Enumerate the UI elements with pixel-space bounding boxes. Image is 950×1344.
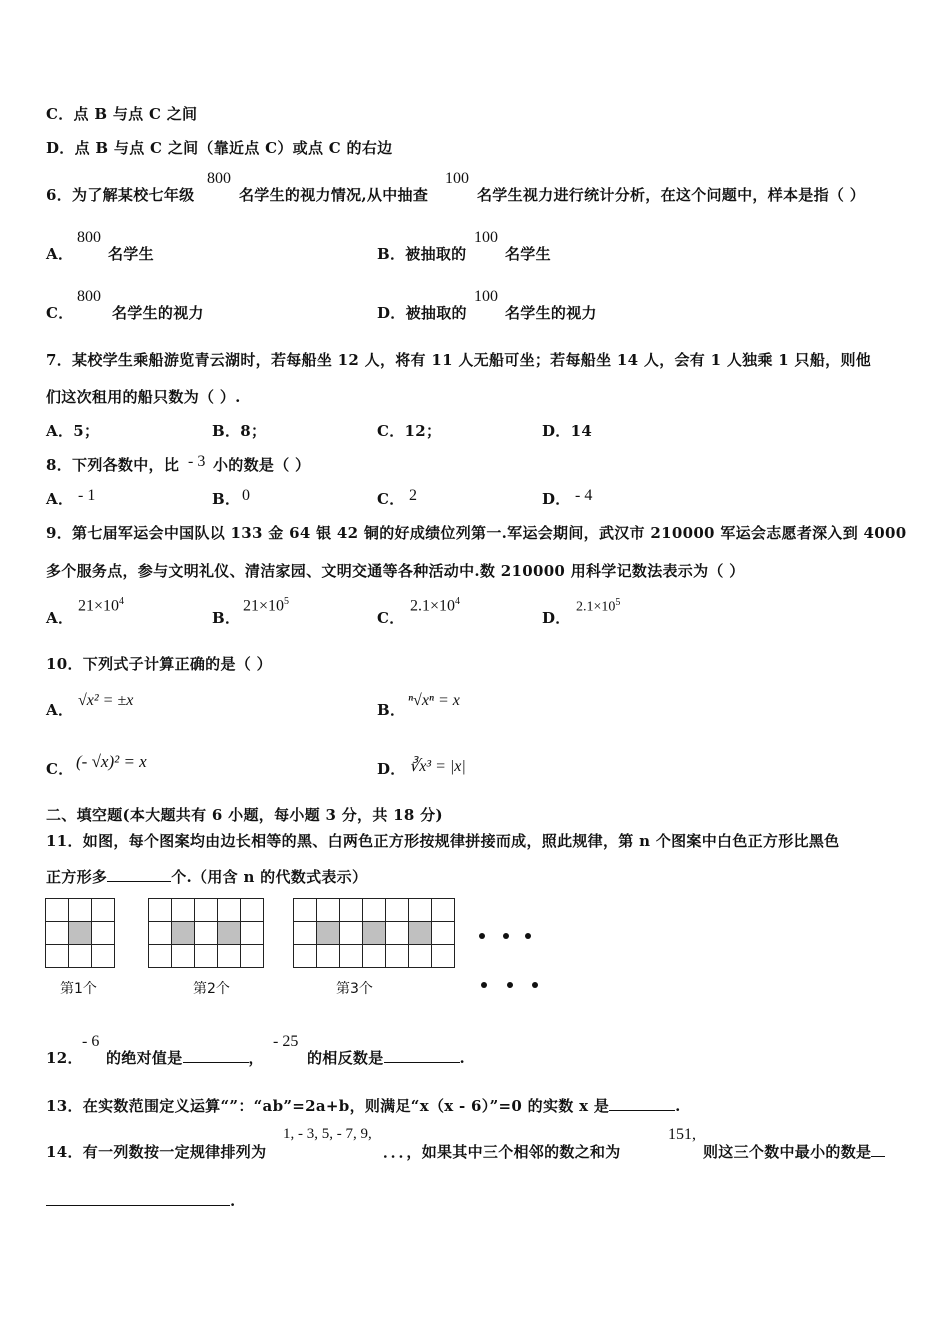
q9-b-expr: $21\times 10^5$ bbox=[243, 596, 290, 615]
q6-c-num: 800 bbox=[77, 288, 101, 305]
q10-d-expr: ∛x³ = |x| bbox=[409, 758, 466, 775]
section-2-heading: 二、填空题(本大题共有 6 小题，每小题 3 分，共 18 分) bbox=[46, 806, 443, 824]
q12-part-2: 的相反数是 . bbox=[307, 1049, 466, 1067]
q10-d-label: D． bbox=[377, 760, 406, 778]
q12-num-1: - 6 bbox=[82, 1033, 100, 1050]
q11-line2: 正方形多 个.（用含 n 的代数式表示） bbox=[46, 868, 368, 886]
q12-num-2: - 25 bbox=[273, 1033, 299, 1050]
ellipsis-dot bbox=[532, 982, 538, 988]
q9-line2: 多个服务点，参与文明礼仪、清洁家园、文明交通等各种活动中.数 210000 用科学记数法表示为（ ） bbox=[46, 562, 745, 580]
q6-stem-b: 名学生的视力情况,从中抽查 bbox=[239, 186, 429, 204]
q6-stem-a: 6．为了解某校七年级 bbox=[46, 186, 195, 204]
q10-b-expr: ⁿ√xⁿ = x bbox=[408, 692, 460, 709]
q8-stem-a: 8．下列各数中，比 bbox=[46, 456, 180, 474]
q7-option-c: C．12； bbox=[377, 422, 442, 440]
q6-c-text: 名学生的视力 bbox=[112, 304, 204, 322]
q7-line1: 7．某校学生乘船游览青云湖时，若每船坐 12 人，将有 11 人无船可坐；若每船坐 14 人，会有 1 人独乘 1 只船，则他 bbox=[46, 351, 872, 369]
q6-d-num: 100 bbox=[474, 288, 498, 305]
q6-d-text: 名学生的视力 bbox=[505, 304, 597, 322]
q8-c-val: 2 bbox=[409, 487, 417, 504]
q7-option-b: B．8； bbox=[212, 422, 267, 440]
q14-blank[interactable] bbox=[46, 1205, 230, 1206]
q9-c-label: C． bbox=[377, 609, 405, 627]
pattern-1-caption: 第1个 bbox=[60, 981, 97, 997]
q6-a-num: 800 bbox=[77, 229, 101, 246]
q5-option-c: C．点 B 与点 C 之间 bbox=[46, 105, 198, 123]
q9-a-label: A． bbox=[46, 609, 74, 627]
q11-line1: 11．如图，每个图案均由边长相等的黑、白两色正方形按规律拼接而成，照此规律，第 n 个图案中白色正方形比黑色 bbox=[46, 832, 840, 850]
q14-sequence: 1, - 3, 5, - 7, 9, bbox=[283, 1126, 372, 1142]
q10-stem: 10．下列式子计算正确的是（ ） bbox=[46, 655, 272, 673]
q8-d-val: - 4 bbox=[575, 487, 593, 504]
ellipsis-dot bbox=[481, 982, 487, 988]
q9-line1: 9．第七届军运会中国队以 133 金 64 银 42 铜的好成绩位列第一.军运会期间，武汉市 210000 军运会志愿者深入到 4000 bbox=[46, 524, 907, 542]
q6-a-label: A． bbox=[46, 245, 74, 263]
q6-num-800: 800 bbox=[207, 170, 231, 187]
q6-b-label: B．被抽取的 bbox=[377, 245, 467, 263]
q8-stem-b: 小的数是（ ） bbox=[213, 456, 311, 474]
ellipsis-dot bbox=[507, 982, 513, 988]
q10-c-label: C． bbox=[46, 760, 74, 778]
pattern-2-caption: 第2个 bbox=[193, 981, 230, 997]
pattern-3-caption: 第3个 bbox=[336, 981, 373, 997]
q6-b-text: 名学生 bbox=[505, 245, 551, 263]
q8-b-val: 0 bbox=[242, 487, 250, 504]
q6-a-text: 名学生 bbox=[108, 245, 154, 263]
q5-option-d: D．点 B 与点 C 之间（靠近点 C）或点 C 的右边 bbox=[46, 139, 393, 157]
q10-b-label: B． bbox=[377, 701, 406, 719]
q14-blank-start[interactable] bbox=[871, 1156, 885, 1157]
q6-c-label: C． bbox=[46, 304, 74, 322]
ellipsis-dot bbox=[503, 933, 509, 939]
q6-d-label: D．被抽取的 bbox=[377, 304, 467, 322]
q9-d-label: D． bbox=[542, 609, 571, 627]
q9-d-expr: $2.1\times 10^5$ bbox=[576, 597, 621, 615]
q12-part-1: 的绝对值是 ， bbox=[106, 1049, 264, 1067]
q8-a-label: A． bbox=[46, 490, 74, 508]
q7-option-a: A．5； bbox=[46, 422, 100, 440]
q8-d-label: D． bbox=[542, 490, 571, 508]
q14-sum: 151, bbox=[668, 1126, 696, 1143]
q10-c-expr: (- √x)² = x bbox=[76, 752, 147, 771]
q8-a-val: - 1 bbox=[78, 487, 96, 504]
q14-label: 14．有一列数按一定规律排列为 bbox=[46, 1143, 267, 1161]
q8-c-label: C． bbox=[377, 490, 405, 508]
q9-b-label: B． bbox=[212, 609, 241, 627]
q8-b-label: B． bbox=[212, 490, 241, 508]
q9-c-expr: $2.1\times 10^4$ bbox=[410, 596, 461, 615]
q14-tail: 则这三个数中最小的数是 bbox=[703, 1141, 885, 1162]
pattern-1 bbox=[45, 898, 115, 968]
q8-stem-num: - 3 bbox=[188, 453, 206, 470]
q14-line2: . bbox=[46, 1192, 236, 1210]
q13-line: 13．在实数范围定义运算“”：“ab”=2a+b，则满足“x（x - 6）”=0 的实数 x 是 . bbox=[46, 1097, 681, 1115]
q12-label: 12． bbox=[46, 1049, 83, 1067]
q7-line2: 们这次租用的船只数为（ ）. bbox=[46, 388, 241, 406]
q9-a-expr: $21\times 10^4$ bbox=[78, 596, 125, 615]
pattern-2 bbox=[148, 898, 264, 968]
q6-b-num: 100 bbox=[474, 229, 498, 246]
q10-a-label: A． bbox=[46, 701, 74, 719]
q10-a-expr: √x² = ±x bbox=[78, 692, 134, 709]
ellipsis-dot bbox=[479, 933, 485, 939]
q11-answer-blank[interactable] bbox=[107, 881, 171, 882]
q6-stem-c: 名学生视力进行统计分析，在这个问题中，样本是指（ ） bbox=[477, 186, 866, 204]
q14-middle: ．．．，如果其中三个相邻的数之和为 bbox=[383, 1143, 621, 1161]
q12-blank-2[interactable] bbox=[384, 1062, 460, 1063]
q13-blank[interactable] bbox=[609, 1110, 675, 1111]
ellipsis-dot bbox=[525, 933, 531, 939]
q7-option-d: D．14 bbox=[542, 422, 593, 440]
pattern-3 bbox=[293, 898, 455, 968]
q6-num-100: 100 bbox=[445, 170, 469, 187]
q12-blank-1[interactable] bbox=[183, 1062, 249, 1063]
